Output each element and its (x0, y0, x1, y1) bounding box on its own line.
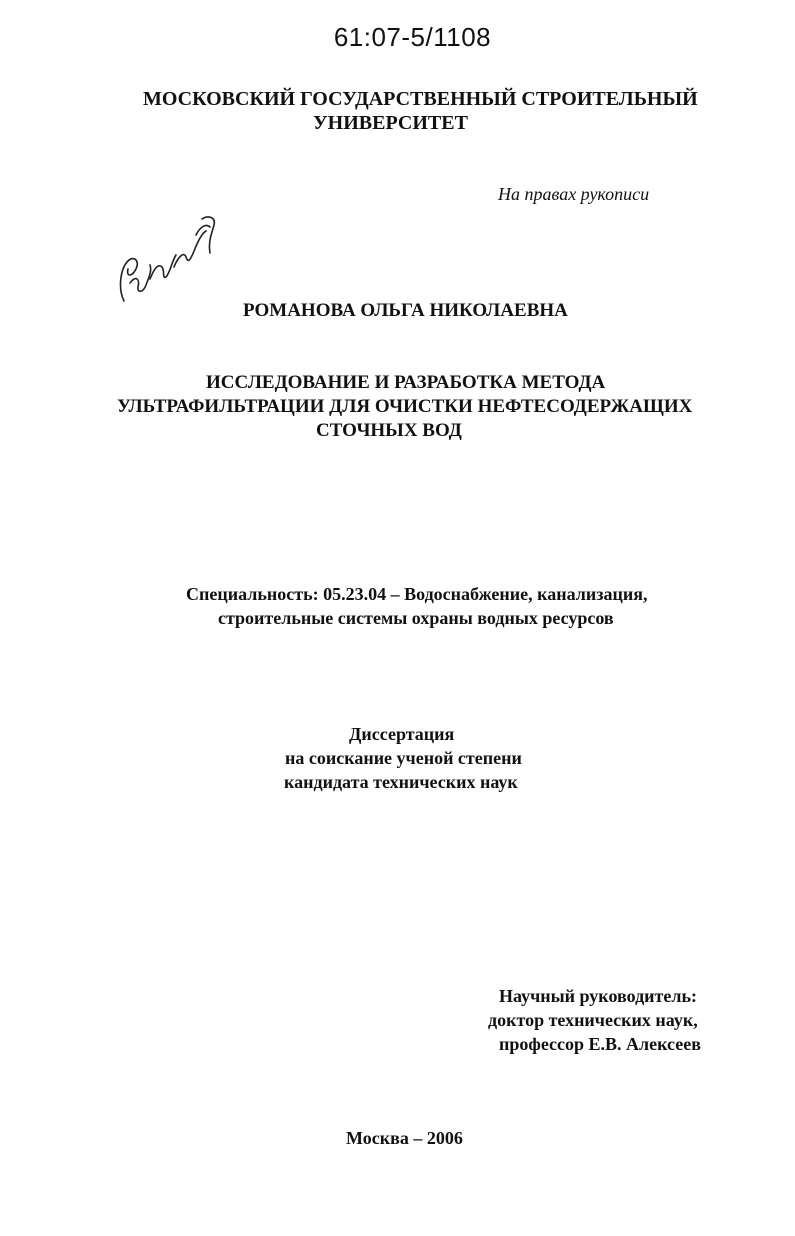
dissertation-line-3: кандидата технических наук (284, 772, 518, 792)
university-line-2: УНИВЕРСИТЕТ (313, 112, 468, 134)
handwritten-signature-icon (110, 205, 230, 310)
university-line-1: МОСКОВСКИЙ ГОСУДАРСТВЕННЫЙ СТРОИТЕЛЬНЫЙ (143, 88, 698, 110)
title-line-3: СТОЧНЫХ ВОД (316, 420, 462, 441)
catalog-number: 61:07-5/1108 (333, 22, 492, 52)
supervisor-line-1: Научный руководитель: (499, 986, 697, 1006)
supervisor-line-2: доктор технических наук, (488, 1010, 698, 1030)
place-and-year: Москва – 2006 (346, 1128, 463, 1148)
title-line-1: ИССЛЕДОВАНИЕ И РАЗРАБОТКА МЕТОДА (206, 372, 606, 393)
supervisor-line-3: профессор Е.В. Алексеев (499, 1034, 701, 1054)
dissertation-line-2: на соискание ученой степени (285, 748, 522, 768)
manuscript-rights-note: На правах рукописи (498, 184, 650, 204)
title-line-2: УЛЬТРАФИЛЬТРАЦИИ ДЛЯ ОЧИСТКИ НЕФТЕСОДЕРЖАЩИХ (117, 396, 693, 417)
specialty-line-1: Специальность: 05.23.04 – Водоснабжение, канализация, (186, 584, 648, 604)
dissertation-line-1: Диссертация (349, 724, 455, 744)
specialty-line-2: строительные системы охраны водных ресурсов (218, 608, 614, 628)
author-name: РОМАНОВА ОЛЬГА НИКОЛАЕВНА (243, 300, 568, 321)
